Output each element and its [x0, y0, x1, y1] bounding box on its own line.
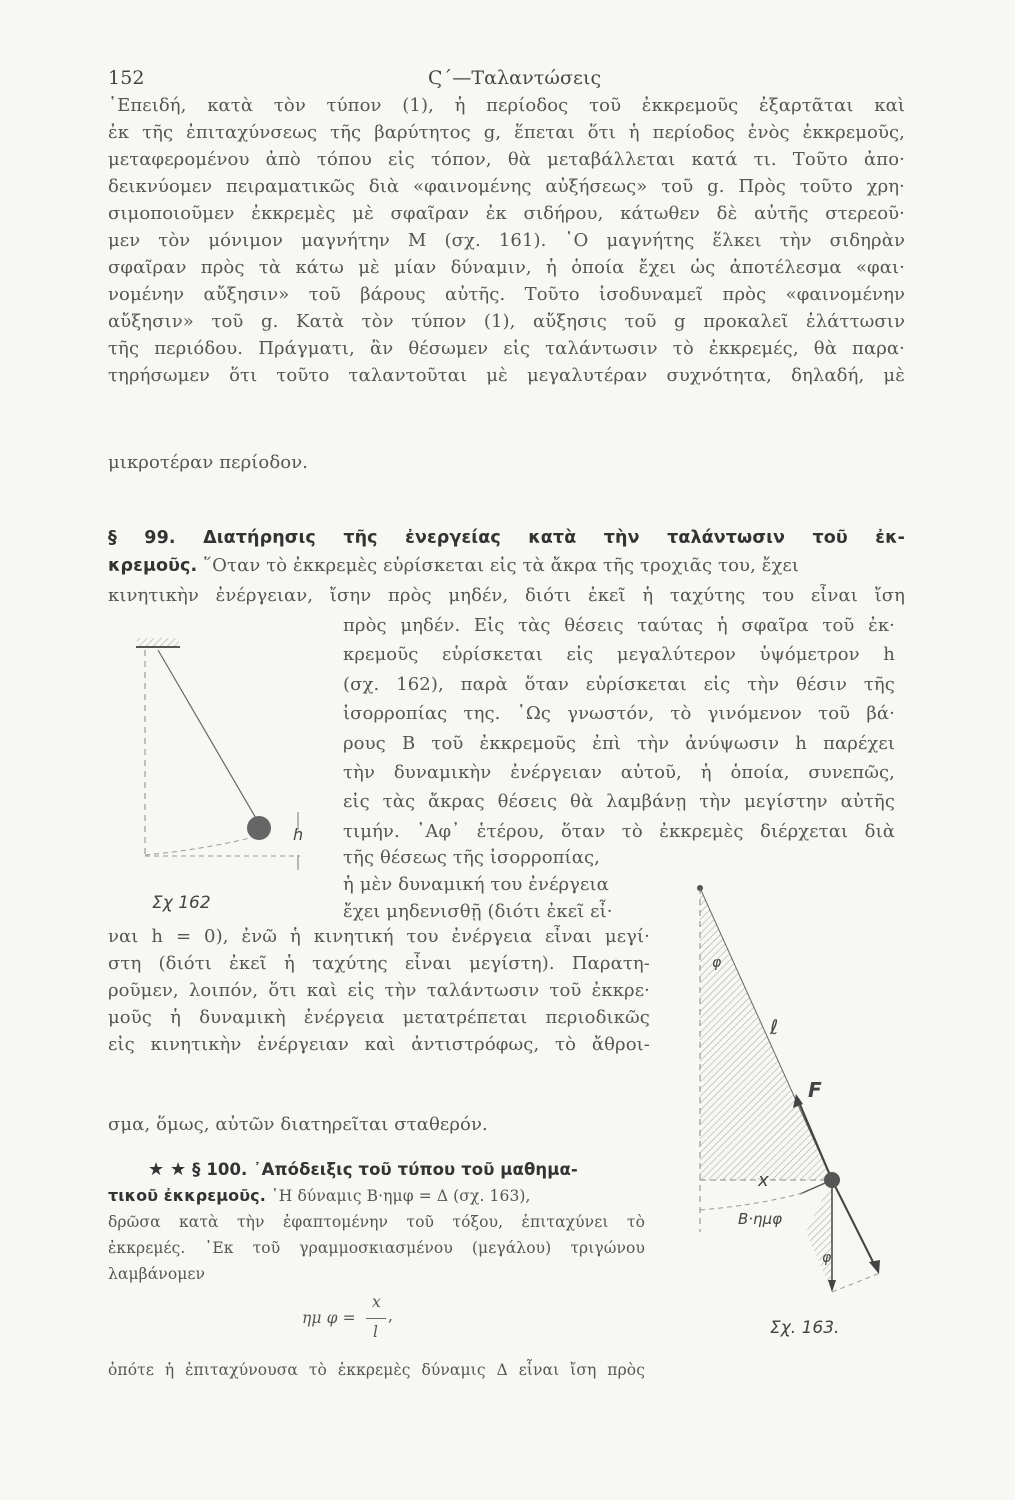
paragraph-line: ὁπότε ἡ ἐπιταχύνουσα τὸ ἐκκρεμὲς δύναμις Δ εἶναι ἴση πρὸς: [108, 1361, 645, 1379]
figure-163: [697, 885, 880, 1292]
star-icons: ★ ★: [148, 1159, 187, 1180]
section-99-heading: § 99. Διατήρησις τῆς ἐνεργείας κατὰ τὴν ταλάντωσιν τοῦ ἐκ-: [108, 528, 905, 548]
paragraph-line: εἰς κινητικὴν ἐνέργειαν καὶ ἀντιστρόφως, τὸ ἄθροι-: [108, 1034, 650, 1055]
paragraph-line: σιμοποιοῦμεν ἐκκρεμὲς μὲ σφαῖραν ἐκ σιδήρου, κάτωθεν δὲ αὐτῆς στερεοῦ·: [108, 203, 905, 224]
paragraph-line: μεν τὸν μόνιμον μαγνήτην M (σχ. 161). ῾Ο μαγνήτης ἕλκει τὴν σιδηρὰν: [108, 230, 905, 251]
paragraph-line: σμα, ὅμως, αὐτῶν διατηρεῖται σταθερόν.: [108, 1114, 488, 1135]
paragraph-line: ἐκ τῆς ἐπιταχύνσεως τῆς βαρύτητος g, ἕπεται ὅτι ἡ περίοδος ἑνὸς ἐκκρεμοῦς,: [108, 122, 905, 143]
arc: [700, 1192, 806, 1210]
paragraph-line: σφαῖραν πρὸς τὰ κάτω μὲ μίαν δύναμιν, ἡ ὁποία ἔχει ὡς ἀποτέλεσμα «φαι·: [108, 257, 905, 278]
page-number: 152: [108, 67, 145, 89]
figure-163-caption: Σχ. 163.: [770, 1318, 840, 1338]
formula-comma: ,: [388, 1307, 394, 1325]
angle-phi-label: φ: [712, 955, 722, 971]
paragraph-line: τῆς θέσεως τῆς ἰσορροπίας,: [343, 847, 600, 868]
paragraph-line: ἡ μὲν δυναμική του ἐνέργεια: [343, 874, 609, 895]
pendulum-bob: [824, 1172, 840, 1188]
length-l-label: ℓ: [770, 1015, 779, 1039]
formula-lhs: ημ φ =: [302, 1309, 356, 1327]
b-sin-phi-label: B·ημφ: [738, 1210, 783, 1228]
paragraph-line: πρὸς μηδέν. Εἰς τὰς θέσεις ταύτας ἡ σφαῖρα τοῦ ἐκ·: [343, 615, 895, 636]
chapter-title: Ϛ΄—Ταλαντώσεις: [428, 67, 602, 89]
paragraph-text: ῾Η δύναμις B·ημφ = Δ (σχ. 163),: [270, 1187, 531, 1205]
formula-denominator: l: [373, 1323, 379, 1341]
paragraph-line: ναι h = 0), ἐνῶ ἡ κινητική του ἐνέργεια εἶναι μεγί·: [108, 926, 650, 947]
paragraph-line: ροῦμεν, λοιπόν, ὅτι καὶ εἰς τὴν ταλάντωσιν τοῦ ἐκκρε·: [108, 980, 650, 1001]
paragraph-line: ἔχει μηδενισθῇ (διότι ἐκεῖ εἶ·: [343, 901, 613, 922]
pendulum-bob: [247, 816, 271, 840]
paragraph-line: ἐκκρεμές. ᾽Εκ τοῦ γραμμοσκιασμένου (μεγάλου) τριγώνου: [108, 1239, 645, 1257]
paragraph-line: ἰσορροπίας της. ῾Ως γνωστόν, τὸ γινόμενον τοῦ βά·: [343, 703, 895, 725]
section-99-heading-end: κρεμοῦς.: [108, 556, 198, 576]
paragraph-line: εἰς τὰς ἄκρας θέσεις θὰ λαμβάνῃ τὴν μεγίστην αὐτῆς: [343, 791, 895, 813]
paragraph-line: τιμήν. ᾽Αφ᾽ ἑτέρου, ὅταν τὸ ἐκκρεμὲς διέρχεται διὰ: [343, 820, 895, 842]
small-hatched-triangle: [806, 1180, 832, 1292]
paragraph-line: ρους B τοῦ ἐκκρεμοῦς ἐπὶ τὴν ἀνύψωσιν h παρέχει: [343, 732, 895, 754]
paragraph-line: στη (διότι ἐκεῖ ἡ ταχύτης εἶναι μεγίστη). Παρατη-: [108, 953, 650, 974]
paragraph-line: αὔξησιν» τοῦ g. Κατὰ τὸν τύπον (1), αὔξησις τοῦ g προκαλεῖ ἐλάττωσιν: [108, 311, 905, 332]
pendulum-string: [158, 650, 257, 820]
paragraph-line: μικροτέραν περίοδον.: [108, 452, 309, 473]
paragraph-line: λαμβάνομεν: [108, 1265, 206, 1283]
paragraph-line: τηρήσωμεν ὅτι τοῦτο ταλαντοῦται μὲ μεγαλυτέραν συχνότητα, δηλαδή, μὲ: [108, 365, 905, 386]
weight-component-arrow: [832, 1180, 876, 1268]
paragraph-line: κινητικὴν ἐνέργειαν, ἴσην πρὸς μηδέν, διότι ἐκεῖ ἡ ταχύτης του εἶναι ἴση: [108, 585, 905, 606]
paragraph-line: κρεμοῦς εὑρίσκεται εἰς μεγαλύτερον ὑψόμετρον h: [343, 644, 895, 666]
force-f-label: F: [808, 1078, 822, 1102]
paragraph-line: τὴν δυναμικὴν ἐνέργειαν αὐτοῦ, ἡ ὁποία, συνεπῶς,: [343, 762, 895, 783]
figure-162-caption: Σχ 162: [152, 893, 211, 913]
swing-arc: [145, 838, 250, 855]
paragraph-line: μοῦς ἡ δυναμικὴ ἐνέργεια μετατρέπεται περιοδικῶς: [108, 1007, 650, 1028]
paragraph-text: ῞Οταν τὸ ἐκκρεμὲς εὑρίσκεται εἰς τὰ ἄκρα τῆς τροχιᾶς του, ἔχει: [203, 555, 800, 576]
section-100-title: § 100. ᾽Απόδειξις τοῦ τύπου τοῦ μαθημα-: [192, 1160, 578, 1179]
paragraph-line: (σχ. 162), παρὰ ὅταν εὑρίσκεται εἰς τὴν θέσιν τῆς: [343, 673, 895, 695]
formula-numerator: x: [372, 1293, 381, 1311]
paragraph-line: νομένην αὔξησιν» τοῦ βάρους αὐτῆς. Τοῦτο ἰσοδυναμεῖ πρὸς «φαινομένην: [108, 284, 905, 305]
angle-phi-label: φ: [822, 1250, 832, 1266]
x-label: x: [758, 1170, 769, 1191]
paragraph-line: δρῶσα κατὰ τὴν ἐφαπτομένην τοῦ τόξου, ἐπιταχύνει τὸ: [108, 1213, 645, 1231]
ceiling-hatch: [136, 638, 180, 647]
paragraph-line: μεταφερομένου ἀπὸ τόπου εἰς τόπον, θὰ μεταβάλλεται κατά τι. Τοῦτο ἀπο·: [108, 149, 905, 170]
section-100-title-end: τικοῦ ἐκκρεμοῦς.: [108, 1186, 266, 1205]
paragraph-line: δεικνύομεν πειραματικῶς διὰ «φαινομένης αὐξήσεως» τοῦ g. Πρὸς τοῦτο χρη·: [108, 176, 905, 197]
paragraph-line: τῆς περιόδου. Πράγματι, ἂν θέσωμεν εἰς ταλάντωσιν τὸ ἐκκρεμές, θὰ παρα·: [108, 338, 905, 359]
paragraph-line: ῾Επειδή, κατὰ τὸν τύπον (1), ἡ περίοδος τοῦ ἐκκρεμοῦς ἐξαρτᾶται καὶ: [108, 95, 905, 116]
height-h-label: h: [293, 825, 304, 844]
